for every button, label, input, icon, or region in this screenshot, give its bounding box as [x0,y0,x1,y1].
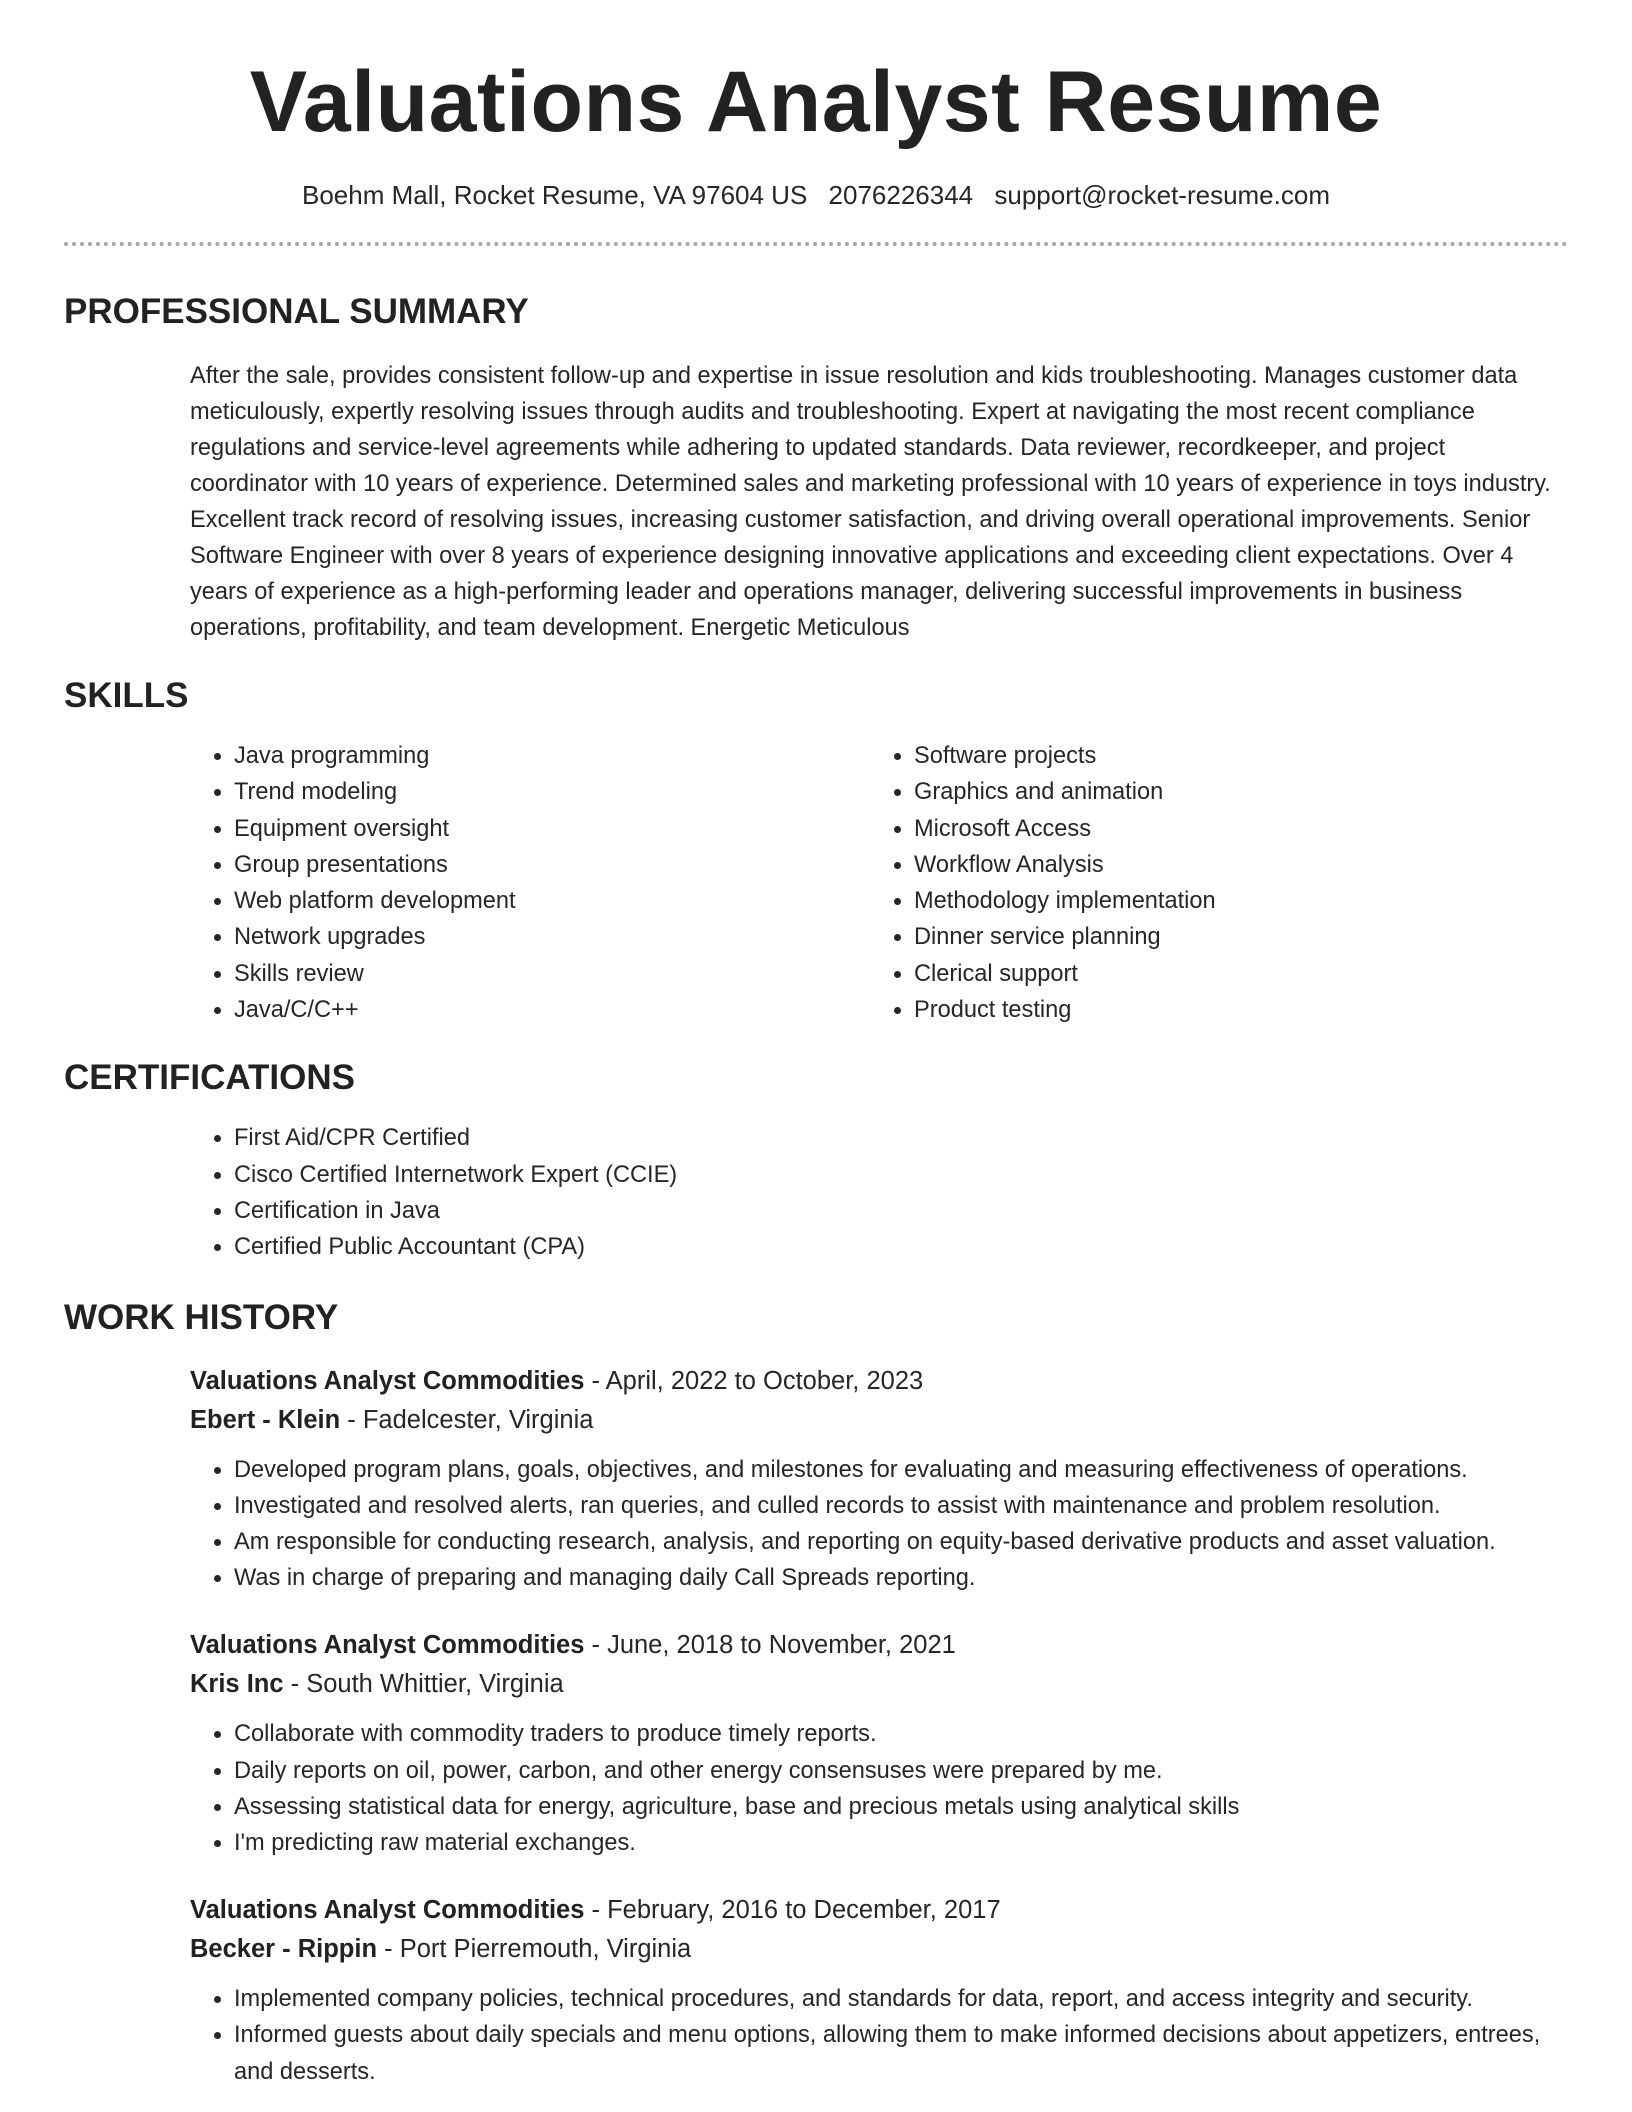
job-bullet: • Developed program plans, goals, objectives, and milestones for evaluating and measuring effectiveness of operations. [234,1452,1568,1488]
resume-title: Valuations Analyst Resume [249,54,1383,150]
resume-page [64,0,1568,2090]
job-dates: - June, 2018 to November, 2021 [584,1631,956,1660]
skill-item: • Trend modeling [234,774,870,810]
job-title-line [190,1891,1568,1930]
job-dates: - April, 2022 to October, 2023 [584,1366,924,1395]
certification-item: • First Aid/CPR Certified [234,1120,1568,1156]
job-entry [190,1891,1568,2090]
skill-item: • Graphics and animation [914,774,1550,810]
job-role: Valuations Analyst Commodities [190,1896,585,1925]
skill-item: • Dinner service planning [914,919,1550,955]
section-title-skills: SKILLS [64,676,189,715]
skill-item: • Software projects [914,738,1550,774]
skill-item: • Skills review [234,956,870,992]
job-bullet: • Was in charge of preparing and managing daily Call Spreads reporting. [234,1560,1568,1596]
skills-list [190,738,1568,1028]
skill-item: • Methodology implementation [914,883,1550,919]
section-title-work-history: WORK HISTORY [64,1297,339,1337]
job-company-line [190,1401,1568,1440]
job-entry [190,1362,1568,1597]
skill-item: • Product testing [914,992,1550,1028]
job-company-line [190,1665,1568,1704]
skill-item: • Microsoft Access [914,811,1550,847]
skill-item: • Java programming [234,738,870,774]
contact-email[interactable]: support@rocket-resume.com [994,180,1330,210]
job-company-line [190,1930,1568,1969]
summary-text: After the sale, provides consistent follow-up and expertise in issue resolution and kids troubleshooting. Manages customer data meticulously, expertly resolving issues through audits and troubleshooting. Expert at navigating the most recent compliance regulations and service-level agreements while adhering to updated standards. Data reviewer, recordkeeper, and project coordinator with 10 years of experience. Determined sales and marketing professional with 10 years of experience in toys industry. Excellent track record of resolving issues, increasing customer satisfaction, and driving overall operational improvements. Senior Software Engineer with over 8 years of experience designing innovative applications and exceeding client expectations. Over 4 years of experience as a high-performing leader and operations manager, delivering successful improvements in business operations, profitability, and team development. Energetic Meticulous [190,363,1551,641]
certification-item: • Certification in Java [234,1193,1568,1229]
job-title-line [190,1362,1568,1401]
section-title-summary: PROFESSIONAL SUMMARY [64,292,529,331]
job-company: Kris Inc [190,1670,284,1699]
job-role: Valuations Analyst Commodities [190,1631,585,1660]
certification-item: • Cisco Certified Internetwork Expert (CCIE) [234,1157,1568,1193]
skill-item: • Web platform development [234,883,870,919]
job-bullet: • Assessing statistical data for energy, agriculture, base and precious metals using analytical skills [234,1789,1568,1825]
job-bullet: • I'm predicting raw material exchanges. [234,1825,1568,1861]
job-dates: - February, 2016 to December, 2017 [584,1896,1001,1925]
contact-line [64,178,1568,212]
header-divider [64,242,1568,246]
job-bullet: • Collaborate with commodity traders to produce timely reports. [234,1716,1568,1752]
job-bullet-list [190,1452,1568,1597]
skill-item: • Group presentations [234,847,870,883]
job-location: - Port Pierremouth, Virginia [377,1935,692,1964]
certification-item: • Certified Public Accountant (CPA) [234,1229,1568,1265]
job-location: - Fadelcester, Virginia [340,1405,594,1434]
skill-item: • Workflow Analysis [914,847,1550,883]
contact-phone[interactable]: 2076226344 [828,180,974,210]
job-bullet: • Daily reports on oil, power, carbon, and other energy consensuses were prepared by me. [234,1753,1568,1789]
job-role: Valuations Analyst Commodities [190,1366,585,1395]
job-bullet: • Investigated and resolved alerts, ran queries, and culled records to assist with maintenance and problem resolution. [234,1488,1568,1524]
skill-item: • Java/C/C++ [234,992,870,1028]
job-bullet: • Informed guests about daily specials and menu options, allowing them to make informed decisions about appetizers, entrees, and desserts. [234,2017,1568,2089]
skill-item: • Equipment oversight [234,811,870,847]
skills-column-left [190,738,870,1028]
job-bullet-list [190,1716,1568,1861]
contact-address: Boehm Mall, Rocket Resume, VA 97604 US [301,180,808,210]
job-title-line [190,1626,1568,1665]
skill-item: • Clerical support [914,956,1550,992]
job-location: - South Whittier, Virginia [283,1670,564,1699]
skill-item: • Network upgrades [234,919,870,955]
section-title-certifications: CERTIFICATIONS [64,1058,356,1098]
job-company: Ebert - Klein [190,1405,341,1434]
job-entry [190,1626,1568,1861]
job-bullet-list [190,1981,1568,2090]
certifications-list [190,1120,1568,1265]
job-bullet: • Am responsible for conducting research, analysis, and reporting on equity-based derivative products and asset valuation. [234,1524,1568,1560]
job-company: Becker - Rippin [190,1935,378,1964]
job-bullet: • Implemented company policies, technical procedures, and standards for data, report, and access integrity and security. [234,1981,1568,2017]
skills-column-right [870,738,1550,1028]
